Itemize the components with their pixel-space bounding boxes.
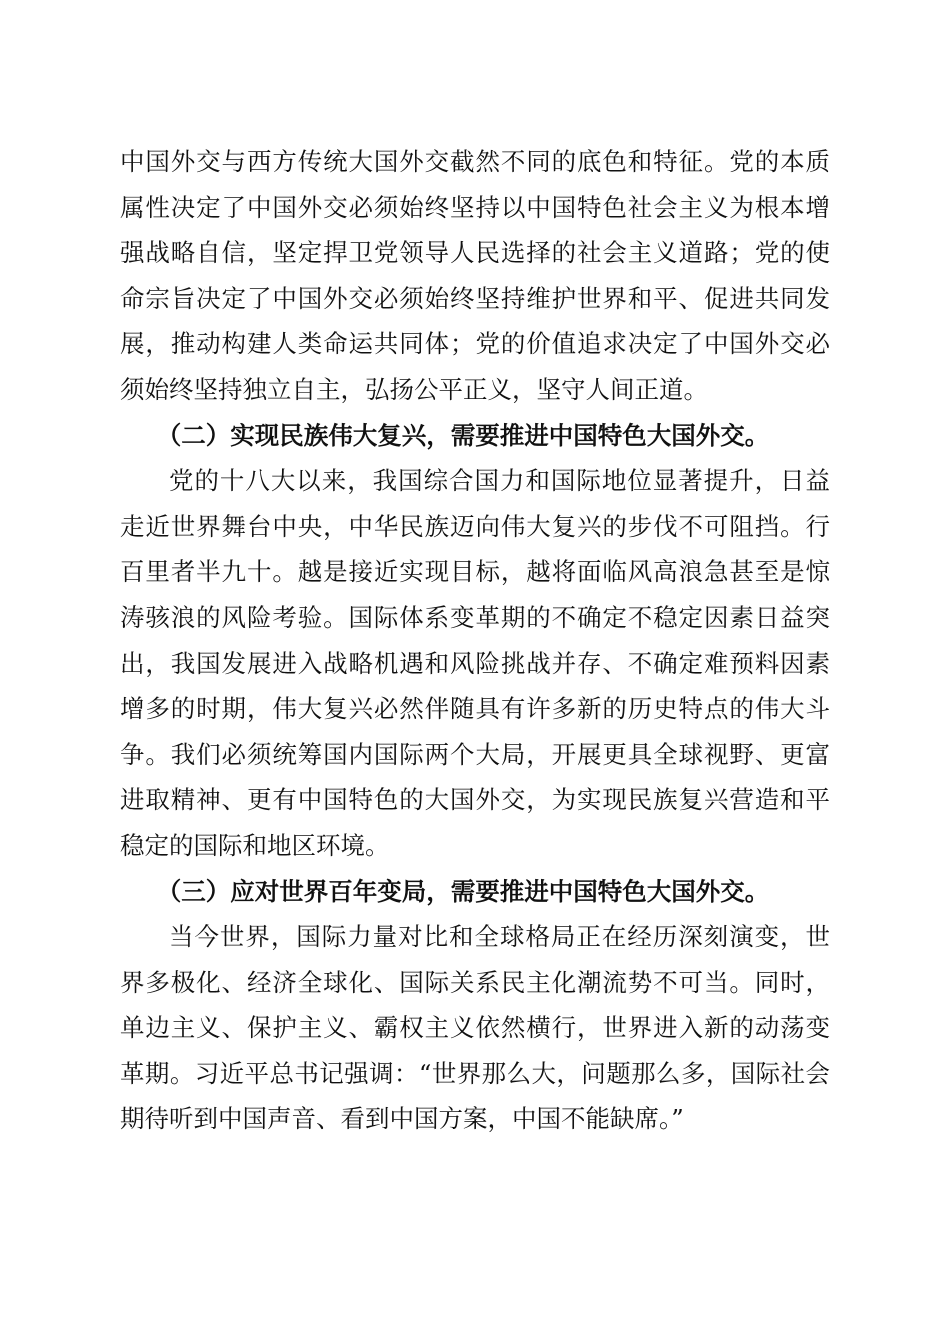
body-paragraph: 党的十八大以来，我国综合国力和国际地位显著提升，日益走近世界舞台中央，中华民族迈向伟大复兴的步伐不可阻挡。行百里者半九十。越是接近实现目标，越将面临风高浪急甚至是惊涛骇浪的风险考验。国际体系变革期的不确定不稳定因素日益突出，我国发展进入战略机遇和风险挑战并存、不确定难预料因素增多的时期，伟大复兴必然伴随具有许多新的历史特点的伟大斗争。我们必须统筹国内国际两个大局，开展更具全球视野、更富进取精神、更有中国特色的大国外交，为实现民族复兴营造和平稳定的国际和地区环境。	[120, 466, 830, 860]
body-paragraph: 中国外交与西方传统大国外交截然不同的底色和特征。党的本质属性决定了中国外交必须始终坚持以中国特色社会主义为根本增强战略自信，坚定捍卫党领导人民选择的社会主义道路；党的使命宗旨决定了中国外交必须始终坚持维护世界和平、促进共同发展，推动构建人类命运共同体；党的价值追求决定了中国外交必须始终坚持独立自主，弘扬公平正义，坚守人间正道。	[120, 147, 830, 404]
document-page	[120, 139, 830, 1142]
section-heading: （二）实现民族伟大复兴，需要推进中国特色大国外交。	[156, 420, 770, 450]
body-paragraph: 当今世界，国际力量对比和全球格局正在经历深刻演变，世界多极化、经济全球化、国际关系民主化潮流势不可当。同时，单边主义、保护主义、霸权主义依然横行，世界进入新的动荡变革期。习近平总书记强调：“世界那么大，问题那么多，国际社会期待听到中国声音、看到中国方案，中国不能缺席。”	[120, 922, 830, 1134]
section-heading: （三）应对世界百年变局，需要推进中国特色大国外交。	[156, 876, 770, 906]
